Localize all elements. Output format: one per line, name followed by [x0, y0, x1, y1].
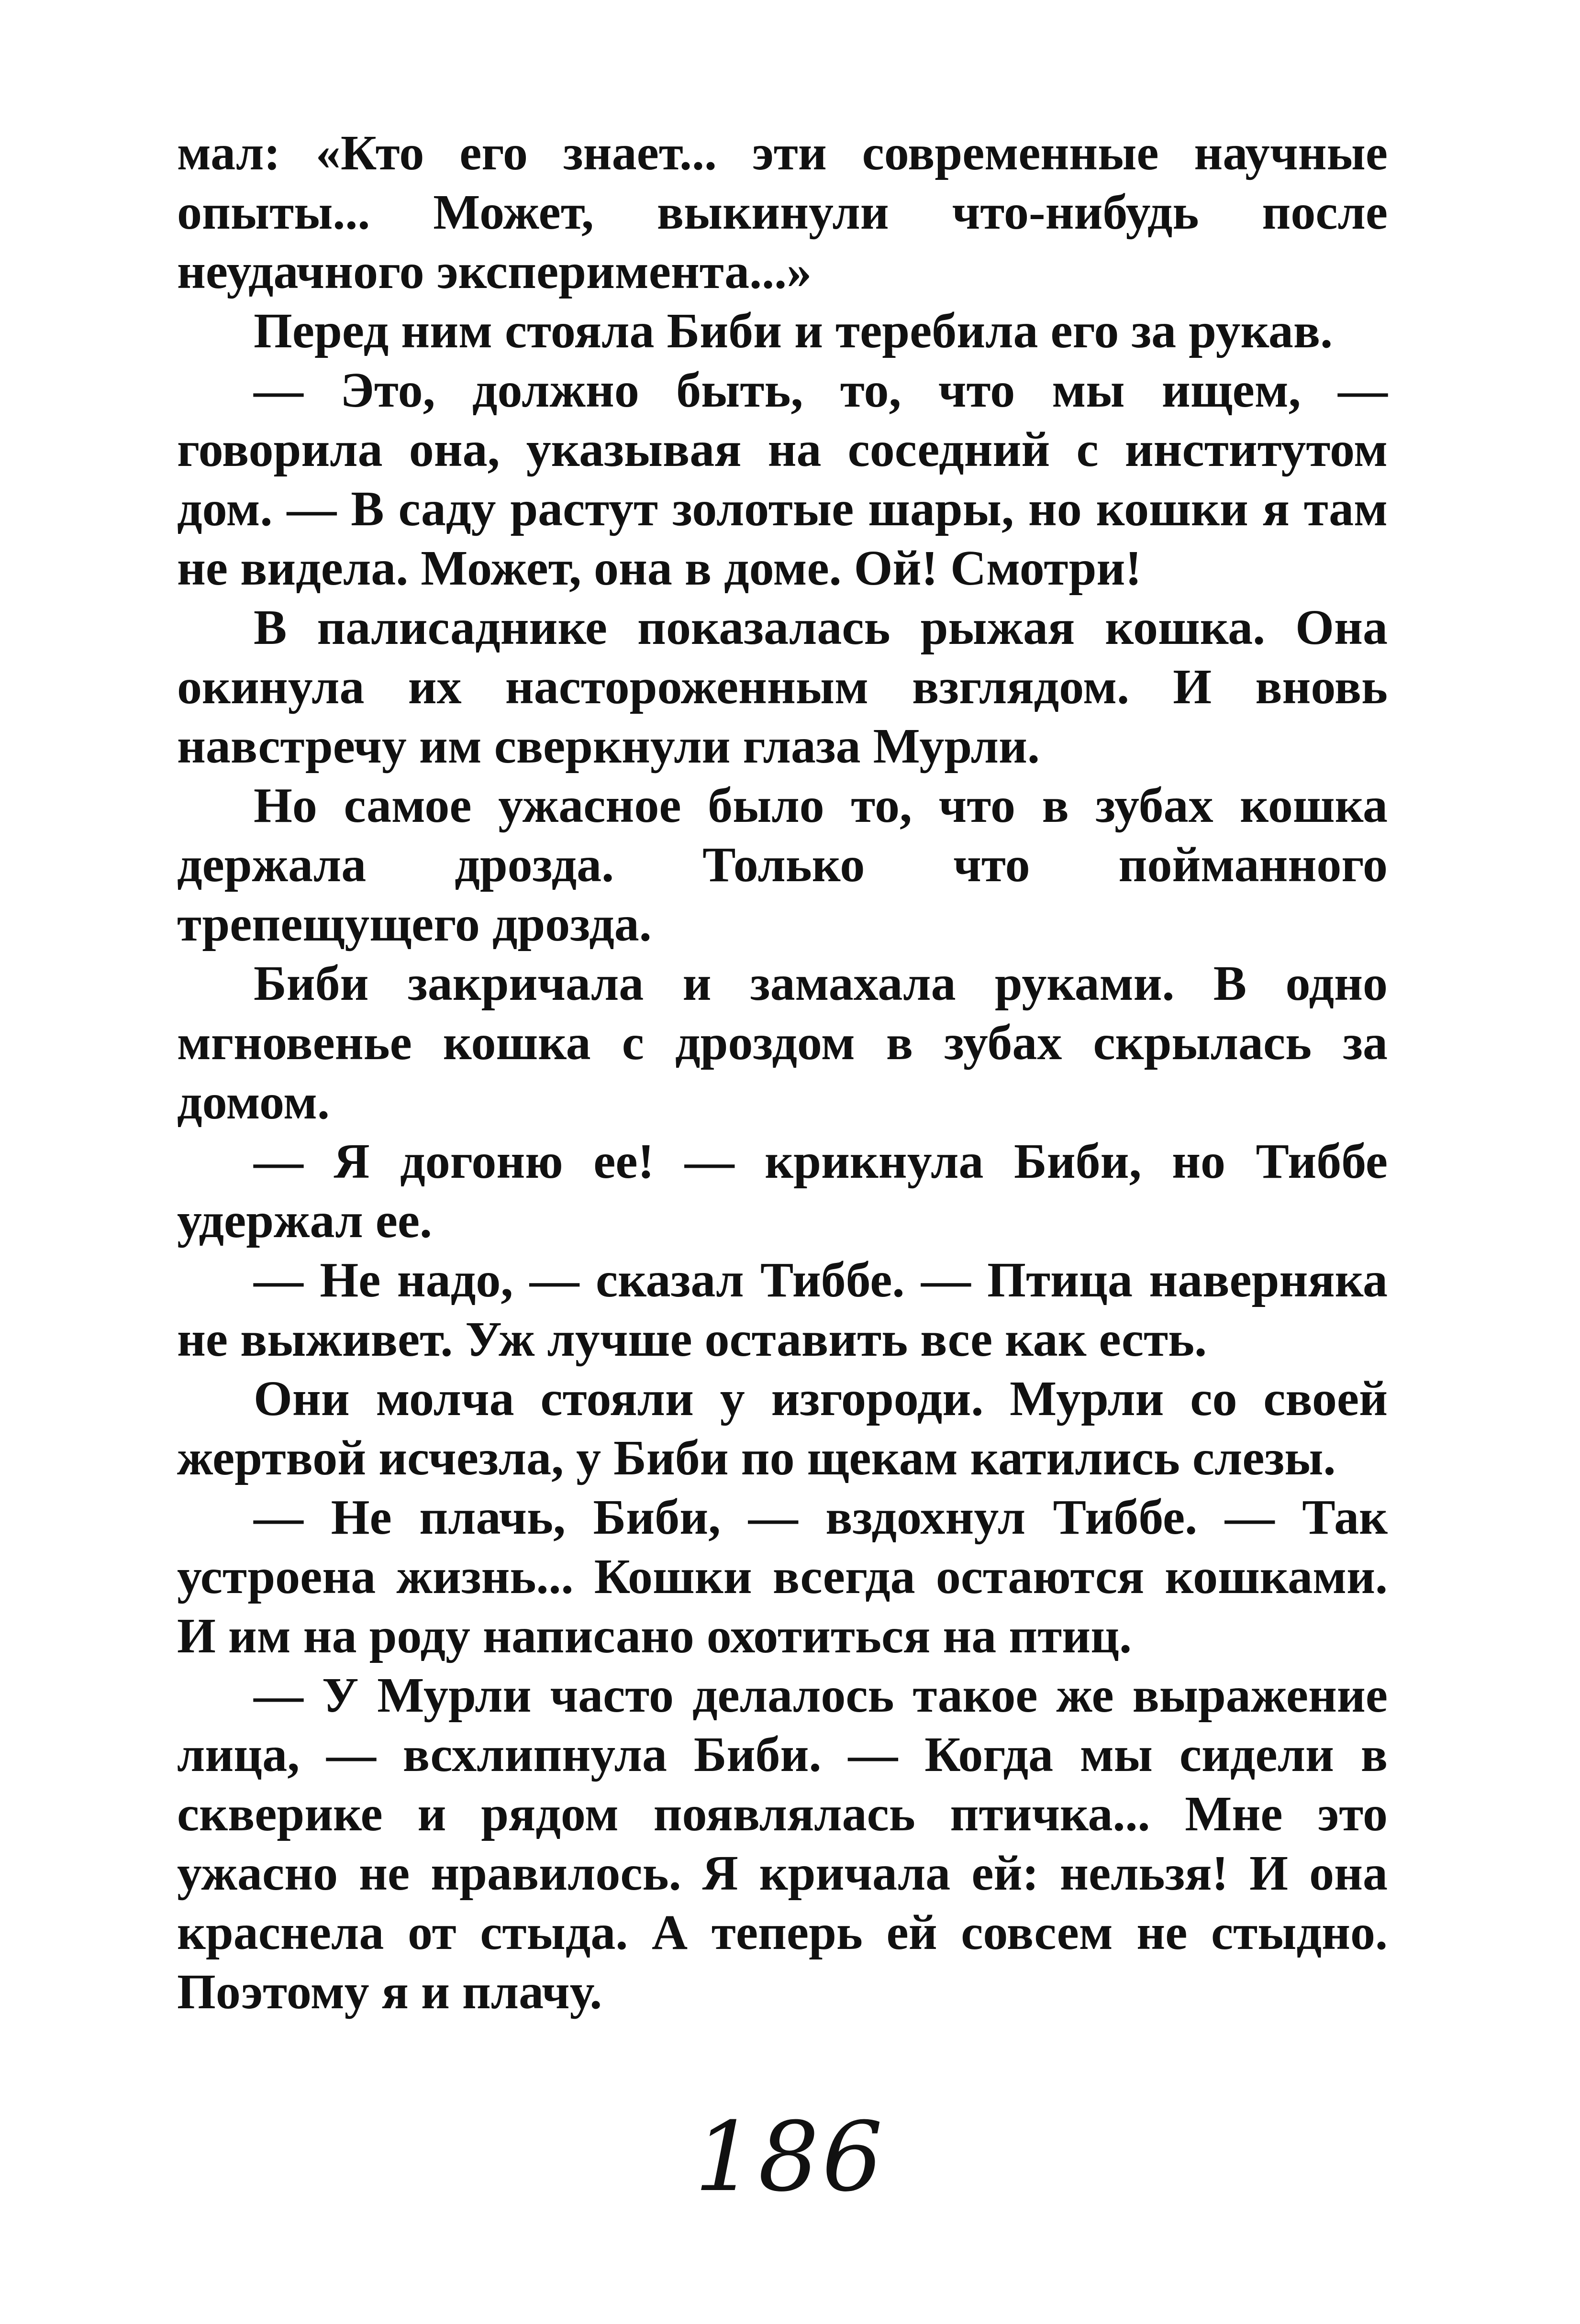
- paragraph-6: Биби закричала и замахала руками. В одно мгновенье кошка с дроздом в зубах скрылась за домом.: [177, 956, 1388, 1129]
- paragraph-9: Они молча стояли у изгороди. Мурли со своей жертвой исчезла, у Биби по щекам катились слезы.: [177, 1371, 1388, 1485]
- paragraph-8: — Не надо, — сказал Тиббе. — Птица наверняка не выживет. Уж лучше оставить все как есть.: [177, 1252, 1388, 1367]
- paragraph-11: — У Мурли часто делалось такое же выражение лица, — всхлипнула Биби. — Когда мы сидели в скверике и рядом появлялась птичка... Мне это ужасно не нравилось. Я кричала ей: нельзя! И она краснела от стыда. А теперь ей совсем не стыдно. Поэтому я и плачу.: [177, 1668, 1388, 2019]
- paragraph-5: Но самое ужасное было то, что в зубах кошка держала дрозда. Только что пойманного трепещущего дрозда.: [177, 778, 1388, 952]
- paragraph-1: мал: «Кто его знает... эти современные научные опыты... Может, выкинули что-нибудь после неудачного эксперимента...»: [177, 125, 1388, 299]
- body-text: [177, 123, 1388, 2022]
- paragraph-10: — Не плачь, Биби, — вздохнул Тиббе. — Так устроена жизнь... Кошки всегда остаются кошками. И им на роду написано охотиться на птиц.: [177, 1490, 1388, 1663]
- page-number: 186: [694, 2102, 886, 2213]
- paragraph-4: В палисаднике показалась рыжая кошка. Она окинула их настороженным взглядом. И вновь навстречу им сверкнули глаза Мурли.: [177, 600, 1388, 774]
- paragraph-3: — Это, должно быть, то, что мы ищем, — говорила она, указывая на соседний с институтом дом. — В саду растут золотые шары, но кошки я там не видела. Может, она в доме. Ой! Смотри!: [177, 363, 1388, 596]
- paragraph-2: Перед ним стояла Биби и теребила его за рукав.: [254, 303, 1333, 358]
- paragraph-7: — Я догоню ее! — крикнула Биби, но Тиббе удержал ее.: [177, 1134, 1388, 1248]
